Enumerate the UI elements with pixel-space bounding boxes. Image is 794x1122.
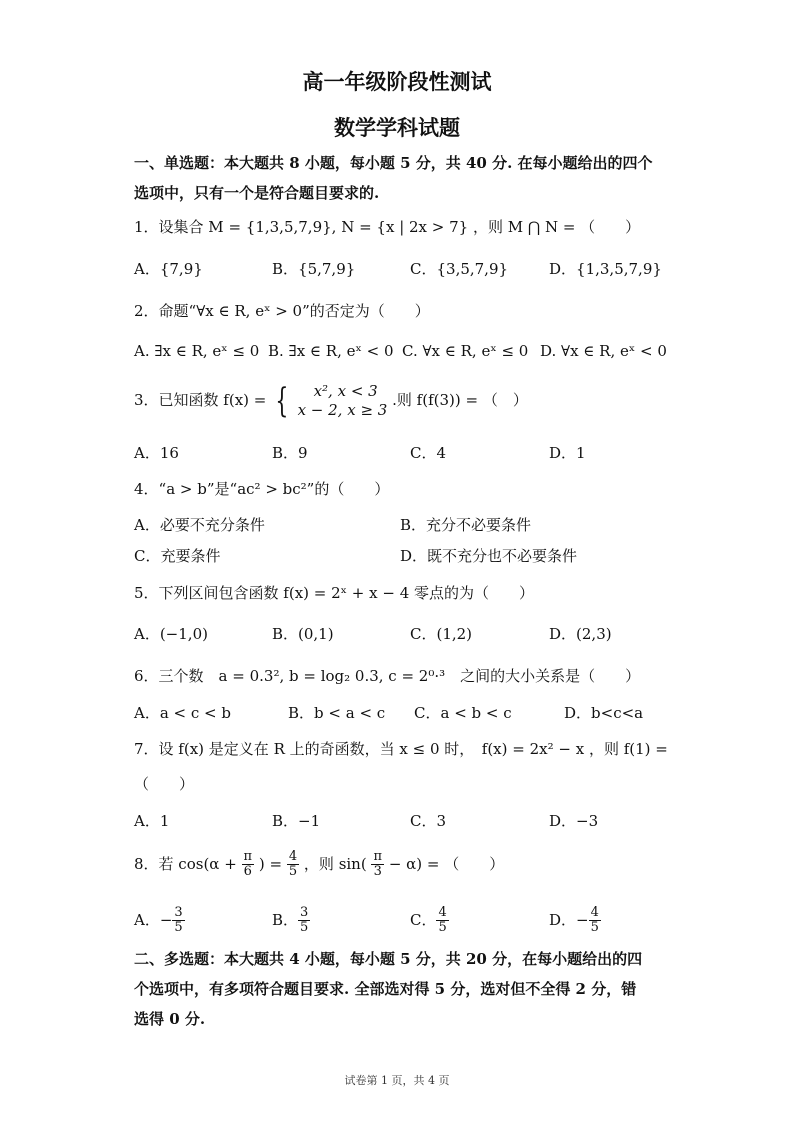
question-6-option-b: B．b < a < c	[288, 704, 386, 722]
question-2-stem: 2．命题“∀x ∈ R, eˣ > 0”的否定为（ ）	[134, 302, 430, 320]
question-3-option-a: A．16	[134, 444, 179, 462]
question-8-mid-2: ，则 sin(	[303, 854, 367, 873]
question-3-option-b: B．9	[272, 444, 308, 462]
question-6-option-c: C．a < b < c	[414, 704, 512, 722]
section-2-line-3: 选得 0 分.	[134, 1010, 206, 1028]
fraction-pi-over-3: $\frac{\pi}{3}$	[373, 849, 383, 880]
question-8-option-c: C． $\frac{4}{5}$	[410, 905, 447, 936]
left-brace: {	[275, 381, 289, 421]
question-7-stem: 7．设 f(x) 是定义在 R 上的奇函数，当 x ≤ 0 时， f(x) = 2x² − x ，则 f(1) =	[134, 740, 668, 758]
question-2-option-b: B. ∃x ∈ R, eˣ < 0	[268, 342, 394, 360]
question-3-prefix: 3．已知函数 f(x) =	[134, 391, 267, 409]
question-8-mid: ) =	[258, 854, 283, 873]
piecewise-cases	[298, 382, 388, 420]
question-3-option-d: D．1	[549, 444, 586, 462]
page-subtitle: 数学学科试题	[334, 116, 460, 140]
fraction-option-a: $\frac{3}{5}$	[174, 905, 183, 936]
section-1-line-2: 选项中，只有一个是符合题目要求的.	[134, 184, 380, 202]
question-8-prefix: 8．若 cos(α +	[134, 854, 237, 873]
piecewise-case-1: x², x < 3	[313, 382, 378, 400]
question-3-stem	[134, 382, 528, 420]
question-4-option-c: C．充要条件	[134, 547, 221, 565]
question-5-option-c: C．(1,2)	[410, 625, 473, 643]
question-1-option-b: B．{5,7,9}	[272, 260, 356, 278]
question-7-option-d: D．−3	[549, 812, 599, 830]
section-2-line-2: 个选项中，有多项符合题目要求. 全部选对得 5 分，选对但不全得 2 分，错	[134, 980, 637, 998]
question-4-option-b: B．充分不必要条件	[400, 516, 532, 534]
fraction-option-c: $\frac{4}{5}$	[438, 905, 447, 936]
question-3-option-c: C．4	[410, 444, 447, 462]
question-6-option-d: D．b<c<a	[564, 704, 644, 722]
question-4-option-d: D．既不充分也不必要条件	[400, 547, 578, 565]
question-1-option-d: D．{1,3,5,7,9}	[549, 260, 662, 278]
question-8-option-d: D．− $\frac{4}{5}$	[549, 905, 599, 936]
section-1-line-1: 一、单选题：本大题共 8 小题，每小题 5 分，共 40 分. 在每小题给出的四个	[134, 154, 653, 172]
question-1-option-a: A．{7,9}	[134, 260, 203, 278]
question-4-option-a: A．必要不充分条件	[134, 516, 265, 534]
question-5-stem: 5．下列区间包含函数 f(x) = 2ˣ + x − 4 零点的为（ ）	[134, 584, 535, 602]
fraction-option-d: $\frac{4}{5}$	[590, 905, 599, 936]
fraction-4-over-5: $\frac{4}{5}$	[288, 849, 298, 880]
question-2-option-a: A. ∃x ∈ R, eˣ ≤ 0	[134, 342, 260, 360]
fraction-pi-over-6: $\frac{\pi}{6}$	[243, 849, 253, 880]
question-6-stem: 6．三个数 a = 0.3², b = log₂ 0.3, c = 2⁰·³ 之间的大小关系是（ ）	[134, 667, 641, 685]
fraction-option-b: $\frac{3}{5}$	[300, 905, 309, 936]
page-title: 高一年级阶段性测试	[302, 70, 492, 94]
question-8-stem	[134, 850, 504, 880]
question-7-option-b: B．−1	[272, 812, 321, 830]
question-2-option-c: C. ∀x ∈ R, eˣ ≤ 0	[402, 342, 529, 360]
question-7-option-a: A．1	[134, 812, 170, 830]
question-2-option-d: D. ∀x ∈ R, eˣ < 0	[540, 342, 667, 360]
question-5-option-b: B．(0,1)	[272, 625, 334, 643]
question-7-stem-cont: （ ）	[134, 775, 195, 793]
question-5-option-a: A．(−1,0)	[134, 625, 208, 643]
question-5-option-d: D．(2,3)	[549, 625, 612, 643]
question-6-option-a: A．a < c < b	[134, 704, 231, 722]
question-8-option-a: A．− $\frac{3}{5}$	[134, 905, 183, 936]
question-4-stem: 4．“a > b”是“ac² > bc²”的（ ）	[134, 480, 390, 498]
question-8-option-b: B． $\frac{3}{5}$	[272, 905, 309, 936]
section-2-header	[134, 944, 664, 1034]
question-1-option-c: C．{3,5,7,9}	[410, 260, 509, 278]
question-7-option-c: C．3	[410, 812, 447, 830]
piecewise-case-2: x − 2, x ≥ 3	[297, 401, 388, 419]
question-3-suffix: .则 f(f(3)) = （ ）	[392, 391, 528, 409]
section-1-header	[134, 148, 664, 208]
section-2-line-1: 二、多选题：本大题共 4 小题，每小题 5 分，共 20 分，在每小题给出的四	[134, 950, 643, 968]
page-footer: 试卷第 1 页，共 4 页	[344, 1074, 450, 1087]
question-8-suffix: − α) = （ ）	[388, 854, 505, 873]
question-1-stem: 1．设集合 M = {1,3,5,7,9}, N = {x | 2x > 7} ，则 M ⋂ N = （ ）	[134, 218, 641, 236]
